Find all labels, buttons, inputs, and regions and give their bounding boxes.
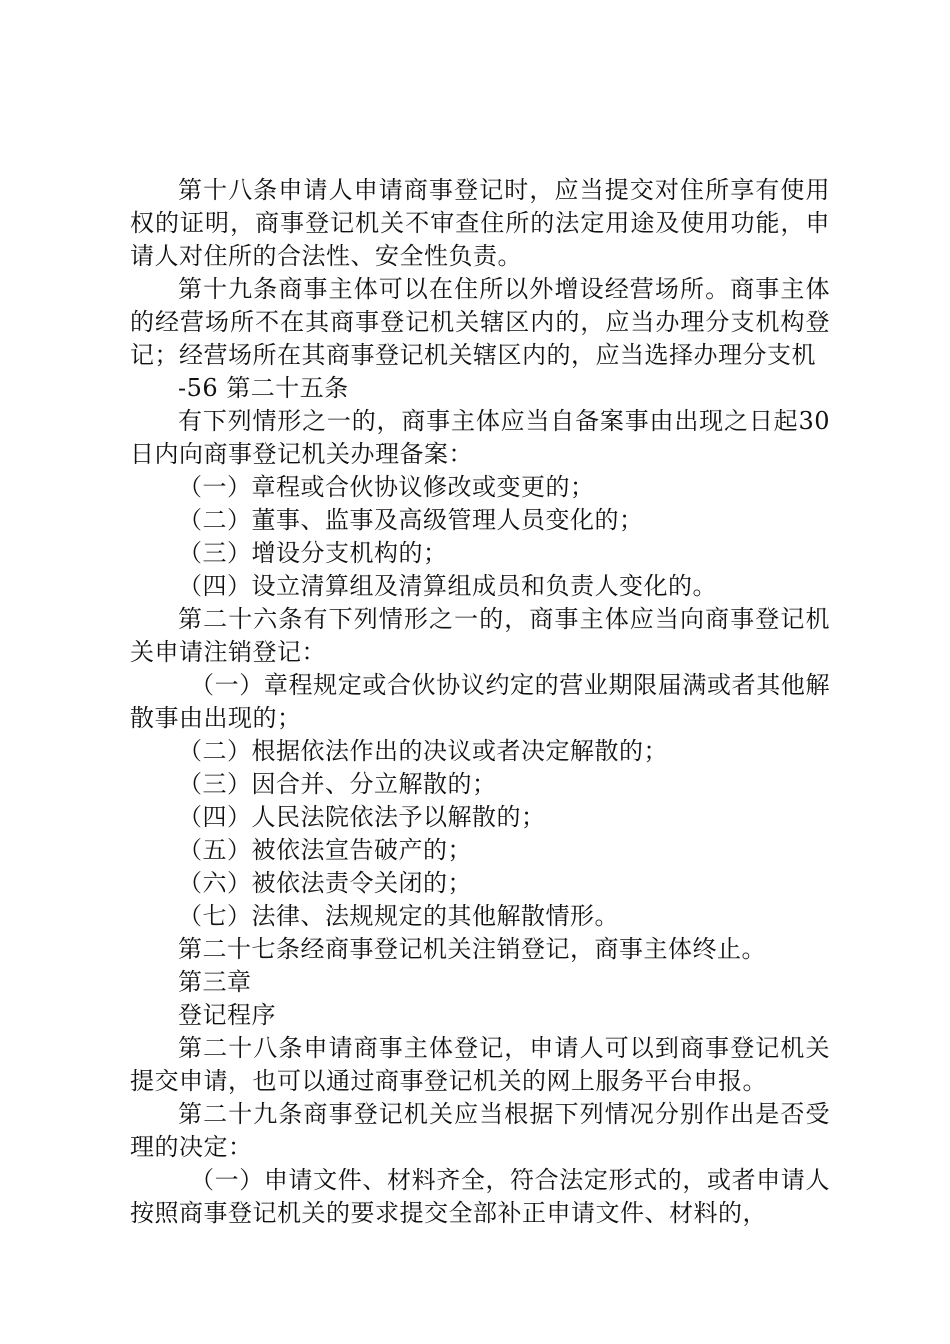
list-item-26-5: （五）被依法宣告破产的；	[178, 836, 472, 864]
chapter-title: 登记程序	[178, 1001, 276, 1029]
document-body	[130, 174, 830, 1230]
list-item-26-6: （六）被依法责令关闭的；	[178, 869, 472, 897]
list-item-25-1: （一）章程或合伙协议修改或变更的；	[178, 473, 595, 501]
list-item-25-4: （四）设立清算组及清算组成员和负责人变化的。	[178, 572, 717, 600]
paragraph-article-27: 第二十七条经商事登记机关注销登记，商事主体终止。	[178, 935, 766, 963]
paragraph-article-29: 第二十九条商事登记机关应当根据下列情况分别作出是否受理的决定：	[130, 1100, 830, 1161]
paragraph-article-25-body: 有下列情形之一的，商事主体应当自备案事由出现之日起30日内向商事登记机关办理备案：	[130, 407, 830, 468]
paragraph-article-28: 第二十八条申请商事主体登记，申请人可以到商事登记机关提交申请，也可以通过商事登记机关的网上服务平台申报。	[130, 1034, 830, 1095]
list-item-29-1: （一）申请文件、材料齐全，符合法定形式的，或者申请人按照商事登记机关的要求提交全部补正申请文件、材料的，	[130, 1166, 830, 1227]
paragraph-article-18: 第十八条申请人申请商事登记时，应当提交对住所享有使用权的证明，商事登记机关不审查住所的法定用途及使用功能，申请人对住所的合法性、安全性负责。	[130, 176, 830, 270]
page-marker-article-25: -56 第二十五条	[178, 374, 349, 402]
list-item-25-2: （二）董事、监事及高级管理人员变化的；	[178, 506, 644, 534]
paragraph-article-19: 第十九条商事主体可以在住所以外增设经营场所。商事主体的经营场所不在其商事登记机关辖区内的，应当办理分支机构登记；经营场所在其商事登记机关辖区内的，应当选择办理分支机	[130, 275, 830, 369]
chapter-heading: 第三章	[178, 968, 252, 996]
paragraph-article-26: 第二十六条有下列情形之一的，商事主体应当向商事登记机关申请注销登记：	[130, 605, 830, 666]
list-item-26-7: （七）法律、法规规定的其他解散情形。	[178, 902, 619, 930]
list-item-26-1: （一）章程规定或合伙协议约定的营业期限届满或者其他解散事由出现的；	[130, 671, 830, 732]
list-item-26-3: （三）因合并、分立解散的；	[178, 770, 497, 798]
list-item-26-2: （二）根据依法作出的决议或者决定解散的；	[178, 737, 668, 765]
list-item-26-4: （四）人民法院依法予以解散的；	[178, 803, 546, 831]
list-item-25-3: （三）增设分支机构的；	[178, 539, 448, 567]
